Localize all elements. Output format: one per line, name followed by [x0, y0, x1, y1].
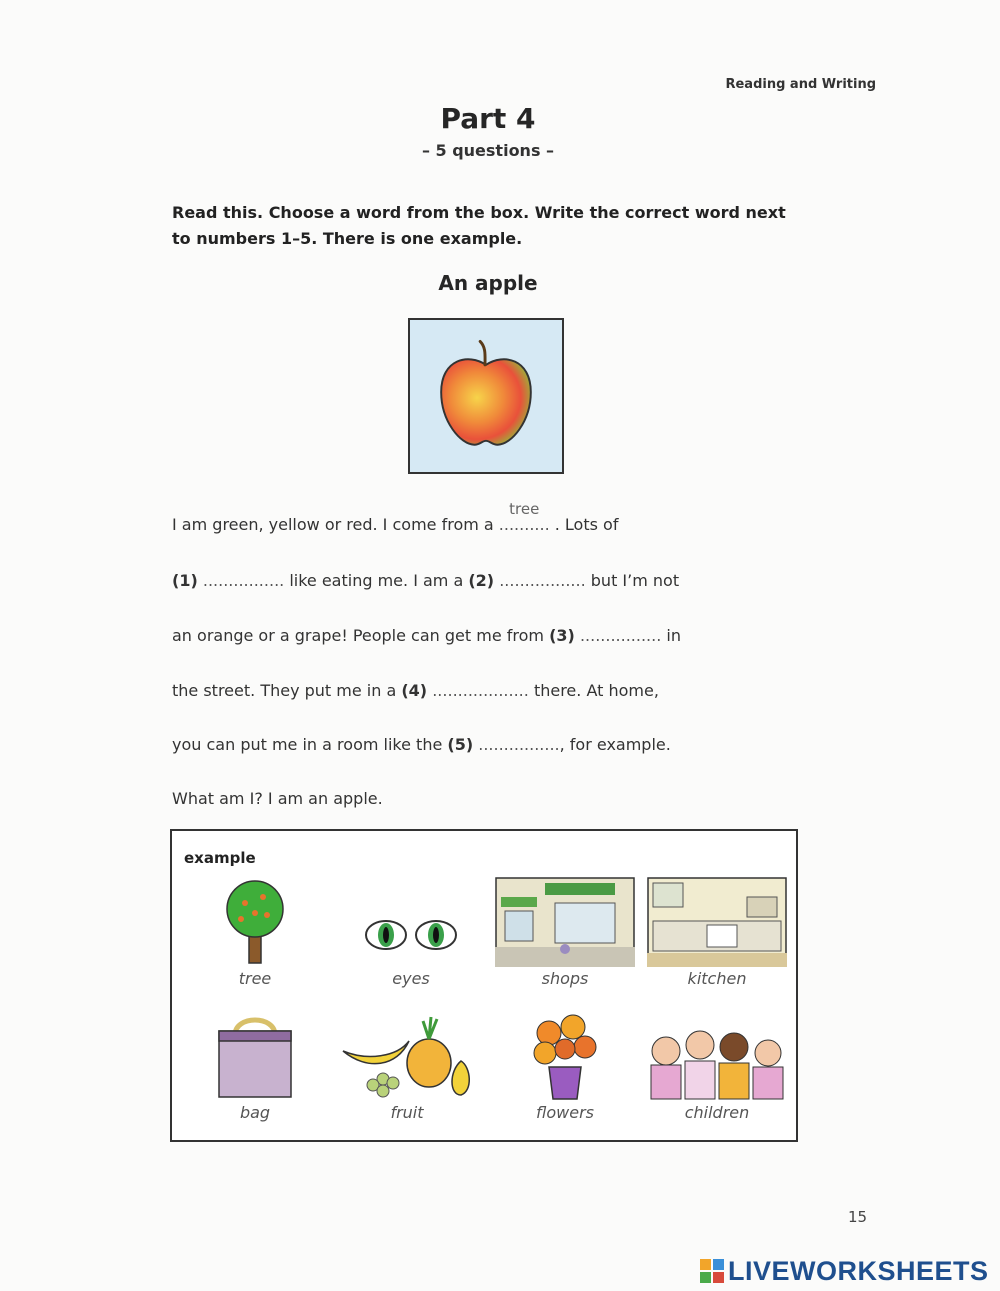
question-number-1: (1): [172, 571, 198, 590]
word-caption: children: [684, 1103, 750, 1122]
answer-blank-5[interactable]: ................: [478, 735, 560, 754]
line-text: you can put me in a room like the: [172, 735, 448, 754]
line-text: an orange or a grape! People can get me from: [172, 626, 550, 645]
line-text: the street. They put me in a: [172, 681, 402, 700]
example-answer: [498, 500, 550, 534]
word-tile-bag: [180, 1011, 330, 1122]
word-caption: kitchen: [687, 969, 747, 988]
passage-line-4: [172, 681, 812, 700]
word-box-label: example: [184, 849, 256, 867]
word-caption: tree: [238, 969, 272, 988]
brand-logo: [700, 1256, 989, 1286]
eyes-icon: [356, 877, 466, 967]
passage-line-3: [172, 626, 812, 645]
example-word: tree: [509, 500, 540, 518]
word-tile-flowers: [490, 1011, 640, 1122]
word-tile-kitchen: [642, 877, 792, 988]
children-icon: [647, 1011, 787, 1101]
kitchen-icon: [647, 877, 787, 967]
answer-blank-4[interactable]: ...................: [432, 681, 529, 700]
question-number-5: (5): [447, 735, 474, 754]
tree-icon: [215, 877, 295, 967]
shops-icon: [495, 877, 635, 967]
word-caption: eyes: [392, 969, 430, 988]
passage-line-6: [172, 789, 812, 808]
brand-name: LIVEWORKSHEETS: [728, 1255, 989, 1286]
line-text: but I’m not: [585, 571, 680, 590]
line-text: like eating me. I am a: [284, 571, 469, 590]
passage-title: An apple: [438, 271, 538, 295]
liveworksheets-logo-icon: [700, 1259, 724, 1283]
word-caption: bag: [239, 1103, 271, 1122]
answer-blank-1[interactable]: ................: [202, 571, 285, 590]
apple-image: [408, 318, 564, 474]
bag-icon: [205, 1011, 305, 1101]
passage-line-5: [172, 735, 812, 754]
section-header: Reading and Writing: [725, 77, 876, 92]
apple-icon: [410, 320, 562, 472]
page-number: 15: [848, 1208, 868, 1226]
line-text: there. At home,: [528, 681, 659, 700]
flowers-icon: [515, 1011, 615, 1101]
example-dots: ..........: [498, 515, 550, 534]
word-tile-tree: [180, 877, 330, 988]
instructions: Read this. Choose a word from the box. Write the correct word next to numbers 1–5. There is one example.: [172, 203, 786, 248]
answer-blank-3[interactable]: ................: [579, 626, 662, 645]
question-number-2: (2): [468, 571, 495, 590]
word-caption: flowers: [536, 1103, 594, 1122]
line-text: , for example.: [559, 735, 671, 754]
line-text: What am I? I am an apple.: [172, 789, 383, 808]
passage-line-1: [172, 500, 812, 534]
word-box: [170, 829, 798, 1142]
answer-blank-2[interactable]: .................: [499, 571, 586, 590]
word-caption: fruit: [390, 1103, 424, 1122]
word-tile-children: [642, 1011, 792, 1122]
part-subtitle: – 5 questions –: [421, 141, 555, 160]
question-number-4: (4): [401, 681, 428, 700]
line-text: I am green, yellow or red. I come from a: [172, 515, 499, 534]
word-tile-eyes: [336, 877, 486, 988]
question-number-3: (3): [549, 626, 575, 645]
word-tile-shops: [490, 877, 640, 988]
word-tile-fruit: [332, 1011, 482, 1122]
part-title: Part 4: [440, 102, 536, 135]
fruit-icon: [337, 1011, 477, 1101]
passage-line-2: [172, 571, 812, 590]
line-text: in: [661, 626, 681, 645]
line-text: . Lots of: [549, 515, 619, 534]
word-caption: shops: [541, 969, 589, 988]
